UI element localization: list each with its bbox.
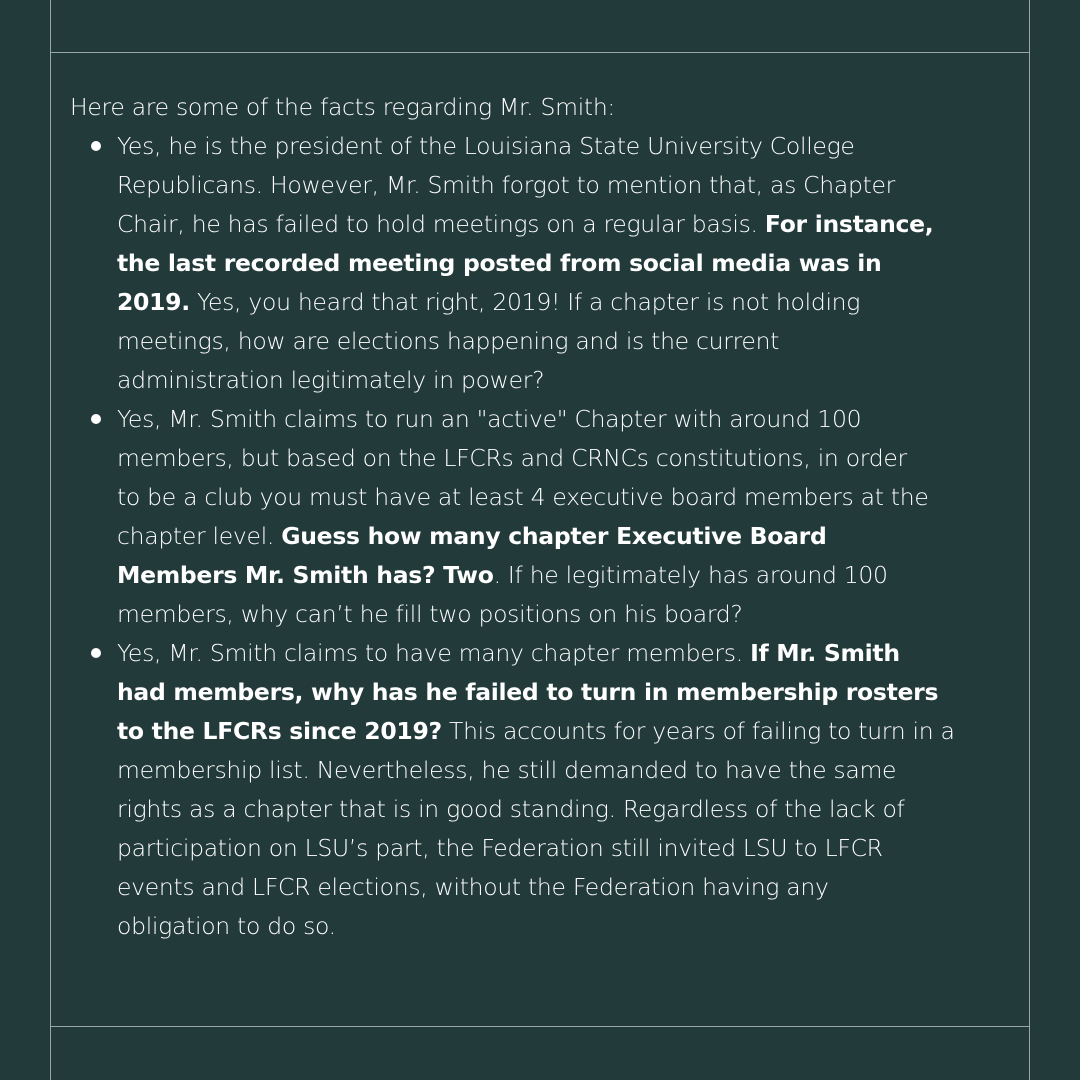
bold-text-segment: 2019. bbox=[117, 288, 190, 316]
fact-line bbox=[117, 439, 1020, 478]
bullet-dot-icon bbox=[91, 414, 101, 424]
frame-right-line bbox=[1029, 0, 1030, 1080]
frame-bottom-line bbox=[50, 1026, 1030, 1027]
text-segment: members, why can’t he fill two positions on his board? bbox=[117, 600, 743, 628]
fact-line bbox=[117, 478, 1020, 517]
fact-line bbox=[117, 205, 1020, 244]
fact-line bbox=[117, 829, 1020, 868]
fact-line bbox=[117, 712, 1020, 751]
fact-line bbox=[117, 790, 1020, 829]
text-segment: Yes, he is the president of the Louisiana State University College bbox=[117, 132, 855, 160]
content-block bbox=[70, 88, 1020, 946]
text-segment: administration legitimately in power? bbox=[117, 366, 545, 394]
text-segment: chapter level. bbox=[117, 522, 282, 550]
text-segment: Yes, Mr. Smith claims to have many chapter members. bbox=[117, 639, 751, 667]
fact-line bbox=[117, 283, 1020, 322]
fact-line bbox=[117, 361, 1020, 400]
bold-text-segment: to the LFCRs since 2019? bbox=[117, 717, 442, 745]
fact-item bbox=[70, 634, 1020, 946]
text-segment: meetings, how are elections happening and is the current bbox=[117, 327, 780, 355]
fact-line bbox=[117, 127, 1020, 166]
fact-line bbox=[117, 595, 1020, 634]
bold-text-segment: Members Mr. Smith has? Two bbox=[117, 561, 494, 589]
fact-line bbox=[117, 634, 1020, 673]
text-segment: Republicans. However, Mr. Smith forgot to mention that, as Chapter bbox=[117, 171, 896, 199]
text-segment: Yes, Mr. Smith claims to run an "active" Chapter with around 100 bbox=[117, 405, 862, 433]
text-segment: This accounts for years of failing to turn in a bbox=[441, 717, 955, 745]
text-segment: . If he legitimately has around 100 bbox=[493, 561, 888, 589]
text-segment: Yes, you heard that right, 2019! If a chapter is not holding bbox=[189, 288, 861, 316]
bold-text-segment: If Mr. Smith bbox=[750, 639, 900, 667]
fact-item bbox=[70, 400, 1020, 634]
intro-text: Here are some of the facts regarding Mr. Smith: bbox=[70, 93, 616, 121]
facts-list bbox=[70, 127, 1020, 946]
text-segment: membership list. Nevertheless, he still demanded to have the same bbox=[117, 756, 897, 784]
bold-text-segment: had members, why has he failed to turn in membership rosters bbox=[117, 678, 939, 706]
text-segment: to be a club you must have at least 4 executive board members at the bbox=[117, 483, 929, 511]
bold-text-segment: For instance, bbox=[764, 210, 934, 238]
frame-top-line bbox=[50, 52, 1030, 53]
fact-line bbox=[117, 322, 1020, 361]
text-segment: members, but based on the LFCRs and CRNCs constitutions, in order bbox=[117, 444, 907, 472]
text-segment: obligation to do so. bbox=[117, 912, 336, 940]
bold-text-segment: Guess how many chapter Executive Board bbox=[281, 522, 827, 550]
bullet-dot-icon bbox=[91, 141, 101, 151]
frame-left-line bbox=[50, 0, 51, 1080]
bold-text-segment: the last recorded meeting posted from social media was in bbox=[117, 249, 882, 277]
fact-line bbox=[117, 673, 1020, 712]
fact-line bbox=[117, 166, 1020, 205]
fact-line bbox=[117, 244, 1020, 283]
fact-line bbox=[117, 868, 1020, 907]
fact-item bbox=[70, 127, 1020, 400]
fact-line bbox=[117, 400, 1020, 439]
fact-line bbox=[117, 907, 1020, 946]
fact-line bbox=[117, 517, 1020, 556]
text-segment: Chair, he has failed to hold meetings on a regular basis. bbox=[117, 210, 765, 238]
text-segment: rights as a chapter that is in good standing. Regardless of the lack of bbox=[117, 795, 905, 823]
text-segment: participation on LSU’s part, the Federation still invited LSU to LFCR bbox=[117, 834, 883, 862]
fact-line bbox=[117, 751, 1020, 790]
fact-line bbox=[117, 556, 1020, 595]
bullet-dot-icon bbox=[91, 648, 101, 658]
text-segment: events and LFCR elections, without the Federation having any bbox=[117, 873, 829, 901]
